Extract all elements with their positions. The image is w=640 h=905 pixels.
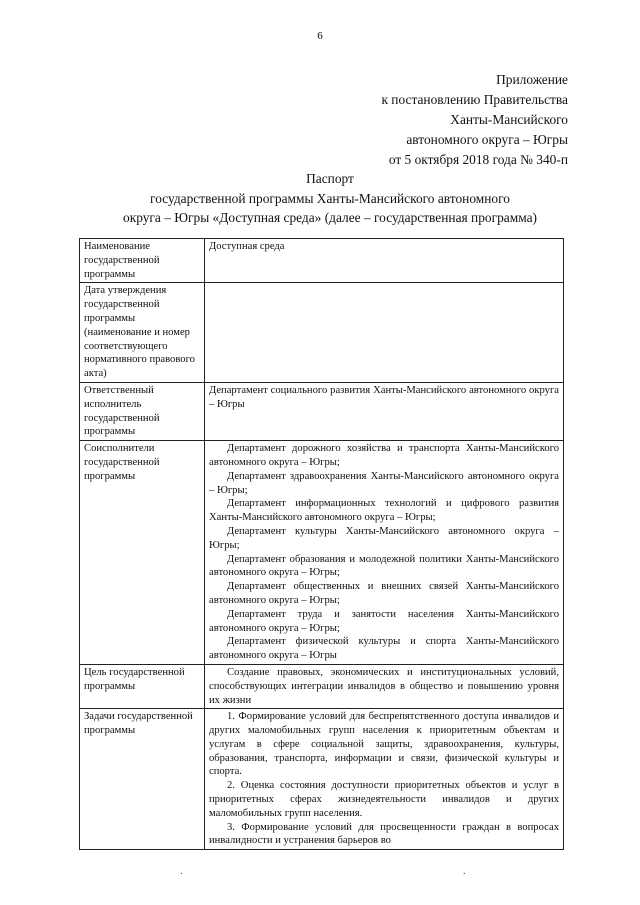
appendix-line: от 5 октября 2018 года № 340-п <box>388 152 568 167</box>
value-paragraph: 3. Формирование условий для просвещенности граждан в вопросах инвалидности и устранения барьеров во <box>209 821 559 847</box>
value-paragraph: Департамент физической культуры и спорта Ханты-Мансийского автономного округа – Югры <box>209 636 559 662</box>
table-row <box>80 382 564 440</box>
value-paragraph: Департамент дорожного хозяйства и транспорта Ханты-Мансийского автономного округа – Югры; <box>209 443 559 468</box>
appendix-line: к постановлению Правительства <box>381 92 568 107</box>
row-value <box>205 709 564 850</box>
table-row <box>80 441 564 665</box>
value-paragraph: Доступная среда <box>209 241 285 252</box>
row-value <box>205 441 564 665</box>
value-paragraph: Департамент труда и занятости населения Ханты-Мансийского автономного округа – Югры; <box>209 608 559 634</box>
row-value <box>205 664 564 708</box>
table-row <box>80 239 564 283</box>
passport-table <box>79 238 564 850</box>
passport-heading: Паспорт <box>306 171 354 186</box>
row-label: Задачи государственной программы <box>80 709 205 850</box>
value-paragraph: Департамент общественных и внешних связей Ханты-Мансийского автономного округа – Югры; <box>209 581 559 606</box>
row-label: Ответственный исполнитель государственной программы <box>80 382 205 440</box>
scan-mark: . <box>463 866 466 877</box>
appendix-line: Ханты-Мансийского <box>450 112 568 127</box>
value-paragraph: Департамент культуры Ханты-Мансийского автономного округа – Югры; <box>209 525 559 551</box>
row-label: Соисполнители государственной программы <box>80 441 205 665</box>
row-label: Дата утверждения государственной программы (наименование и номер соответствующего нормативного правового акта) <box>80 283 205 383</box>
passport-subtitle-line: округа – Югры «Доступная среда» (далее – государственная программа) <box>123 210 537 225</box>
row-label: Цель государственной программы <box>80 664 205 708</box>
appendix-line: Приложение <box>496 72 568 87</box>
appendix-line: автономного округа – Югры <box>406 132 568 147</box>
row-value <box>205 382 564 440</box>
scan-mark: . <box>180 866 183 877</box>
table-row <box>80 709 564 850</box>
passport-subtitle-line: государственной программы Ханты-Мансийского автономного <box>150 190 510 206</box>
value-paragraph: Создание правовых, экономических и институциональных условий, способствующих интеграции инвалидов в общество и повышению уровня их жизни <box>209 666 559 706</box>
table-row <box>80 283 564 383</box>
value-paragraph: Департамент информационных технологий и цифрового развития Ханты-Мансийского автономного округа – Югры; <box>209 498 559 524</box>
value-paragraph: Департамент здравоохранения Ханты-Мансийского автономного округа – Югры; <box>209 470 559 496</box>
table-row <box>80 664 564 708</box>
row-label: Наименование государственной программы <box>80 239 205 283</box>
value-paragraph: Департамент социального развития Ханты-Мансийского автономного округа – Югры <box>209 384 559 410</box>
value-paragraph: 2. Оценка состояния доступности приоритетных объектов и услуг в приоритетных сферах жизнедеятельности инвалидов и других маломобильных групп населения. <box>209 780 559 819</box>
row-value <box>205 283 564 383</box>
page-number: 6 <box>317 30 323 42</box>
value-paragraph: 1. Формирование условий для беспрепятственного доступа инвалидов и других маломобильных групп населения к приоритетным объектам и услугам в сфере социальной защиты, здравоохранения, культуры, образования, транспорта, информации и связи, физической культуры и спорта. <box>209 711 559 778</box>
value-paragraph: Департамент образования и молодежной политики Ханты-Мансийского автономного округа – Югры; <box>209 553 559 579</box>
row-value <box>205 239 564 283</box>
appendix-header <box>381 70 568 170</box>
passport-title <box>60 169 600 228</box>
